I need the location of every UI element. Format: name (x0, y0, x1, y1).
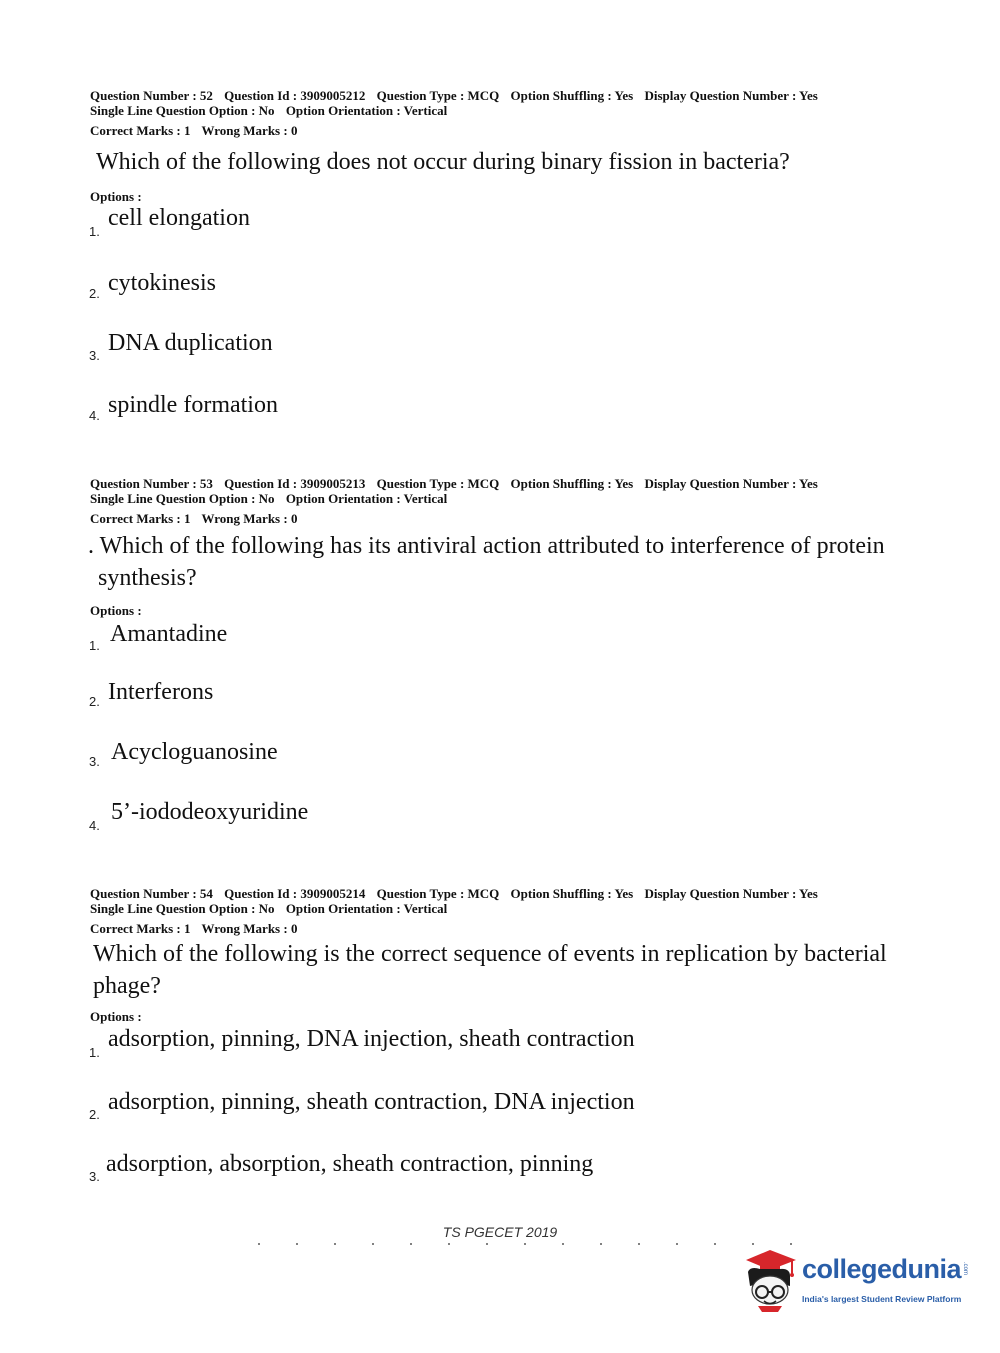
display-question-number: Display Question Number : Yes (644, 886, 818, 901)
option-number: 3. (89, 348, 100, 363)
option-number: 4. (89, 408, 100, 423)
option-number: 2. (89, 286, 100, 301)
option-text: Acycloguanosine (111, 739, 278, 765)
option-text: spindle formation (108, 392, 278, 418)
option-shuffling: Option Shuffling : Yes (510, 88, 634, 103)
question-type: Question Type : MCQ (376, 88, 500, 103)
option-text: cell elongation (108, 205, 250, 231)
question-type: Question Type : MCQ (376, 476, 500, 491)
collegedunia-logo[interactable] (740, 1246, 980, 1316)
options-label: Options : (90, 603, 142, 618)
option-shuffling: Option Shuffling : Yes (510, 886, 634, 901)
option-shuffling: Option Shuffling : Yes (510, 476, 634, 491)
question-text: . Which of the following has its antiviral action attributed to interference of protein synthesis? (88, 533, 885, 591)
question-id: Question Id : 3909005213 (224, 476, 366, 491)
wrong-marks: Wrong Marks : 0 (201, 511, 298, 526)
question-meta-line-2 (90, 492, 447, 506)
option-number: 2. (89, 1107, 100, 1122)
marks-line (90, 512, 297, 526)
option-text: Amantadine (110, 621, 228, 647)
options-label: Options : (90, 189, 142, 204)
wrong-marks: Wrong Marks : 0 (201, 921, 298, 936)
graduate-mascot-icon (740, 1246, 802, 1316)
option-text: adsorption, pinning, DNA injection, sheath contraction (108, 1026, 635, 1052)
option-text: DNA duplication (108, 330, 273, 356)
display-question-number: Display Question Number : Yes (644, 476, 818, 491)
exam-footer-label: TS PGECET 2019 (442, 1224, 558, 1240)
option-text: adsorption, absorption, sheath contraction, pinning (106, 1151, 594, 1177)
question-number: Question Number : 54 (90, 886, 213, 901)
brand-tagline: India's largest Student Review Platform (802, 1294, 962, 1304)
option-number: 2. (89, 694, 100, 709)
option-number: 1. (89, 224, 100, 239)
option-text: Interferons (108, 679, 214, 705)
question-text: Which of the following is the correct sequence of events in replication by bacterial phage? (93, 941, 887, 999)
option-number: 3. (89, 754, 100, 769)
correct-marks: Correct Marks : 1 (90, 921, 191, 936)
footer-dotted-divider (240, 1243, 810, 1245)
option-text: cytokinesis (108, 270, 216, 296)
display-question-number: Display Question Number : Yes (644, 88, 818, 103)
option-orientation: Option Orientation : Vertical (285, 103, 448, 118)
wrong-marks: Wrong Marks : 0 (201, 123, 298, 138)
option-number: 1. (89, 638, 100, 653)
option-text: adsorption, pinning, sheath contraction, DNA injection (108, 1089, 635, 1115)
single-line-option: Single Line Question Option : No (90, 491, 275, 506)
option-orientation: Option Orientation : Vertical (285, 491, 448, 506)
question-meta-line-2 (90, 902, 447, 916)
brand-suffix: .com (962, 1262, 968, 1276)
question-meta-line (90, 887, 818, 901)
brand-name: collegedunia (802, 1254, 962, 1284)
option-number: 4. (89, 818, 100, 833)
correct-marks: Correct Marks : 1 (90, 123, 191, 138)
question-number: Question Number : 52 (90, 88, 213, 103)
question-id: Question Id : 3909005214 (224, 886, 366, 901)
question-type: Question Type : MCQ (376, 886, 500, 901)
option-orientation: Option Orientation : Vertical (285, 901, 448, 916)
option-text: 5’-iododeoxyuridine (111, 799, 309, 825)
options-label: Options : (90, 1009, 142, 1024)
question-meta-line (90, 477, 818, 491)
option-number: 3. (89, 1169, 100, 1184)
single-line-option: Single Line Question Option : No (90, 901, 275, 916)
marks-line (90, 922, 297, 936)
correct-marks: Correct Marks : 1 (90, 511, 191, 526)
question-text: Which of the following does not occur during binary fission in bacteria? (96, 149, 790, 175)
option-number: 1. (89, 1045, 100, 1060)
single-line-option: Single Line Question Option : No (90, 103, 275, 118)
question-id: Question Id : 3909005212 (224, 88, 366, 103)
question-number: Question Number : 53 (90, 476, 213, 491)
